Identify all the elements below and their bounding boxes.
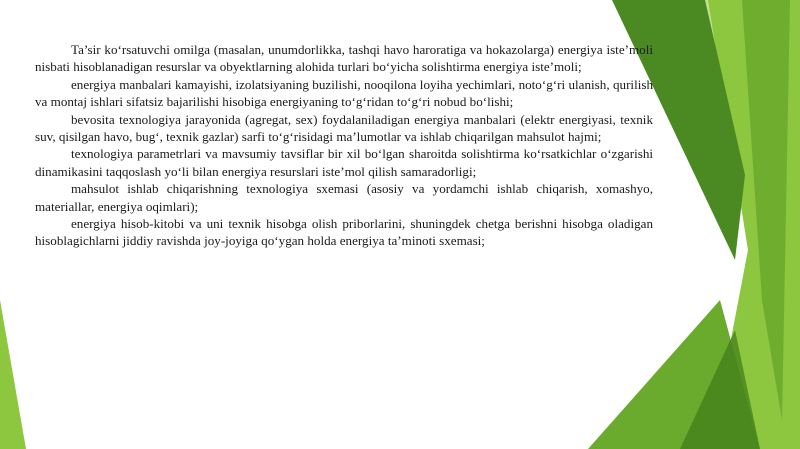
left-corner-triangle (0, 300, 26, 449)
paragraph-4: texnologiya parametrlari va mavsumiy tavsiflar bir xil bo‘lgan sharoitda solishtirma ko‘rsatkichlar o‘zgarishi dinamikasini taqqoslash yo‘li bilan energiya resurslari iste’mol qilish samaradorligi; (35, 146, 653, 179)
body-text (35, 41, 653, 250)
paragraph-3: bevosita texnologiya jarayonida (agregat, sex) foydalaniladigan energiya manbalari (elektr energiyasi, texnik suv, qisilgan havo, bug‘, texnik gazlar) sarfi to‘g‘risidagi ma’lumotlar va ishlab chiqarilgan mahsulot hajmi; (35, 111, 653, 145)
paragraph-5: mahsulot ishlab chiqarishning texnologiya sxemasi (asosiy va yordamchi ishlab chiqarish, xomashyo, materiallar, energiya oqimlari); (35, 181, 653, 214)
paragraph-6: energiya hisob-kitobi va uni texnik hisobga olish priborlarini, shuningdek chetga berishni hisobga oladigan hisoblagichlarni jiddiy ravishda joy-joyiga qo‘ygan holda energiya ta’minoti sxemasi; (35, 216, 653, 249)
paragraph-2: energiya manbalari kamayishi, izolatsiyaning buzilishi, nooqilona loyiha yechimlari, noto‘g‘ri ulanish, qurilish va montaj ishlari sifatsiz bajarilishi hisobiga energiyaning to‘g‘ridan to‘g‘ri nobud bo‘lishi; (35, 76, 653, 110)
paragraph-1: Ta’sir ko‘rsatuvchi omilga (masalan, unumdorlikka, tashqi havo haroratiga va hokazolarga) energiya iste’moli nisbati hisoblanadigan resurslar va obyektlarning alohida turlari bo‘yicha solishtirma energiya iste’moli; (35, 42, 653, 75)
